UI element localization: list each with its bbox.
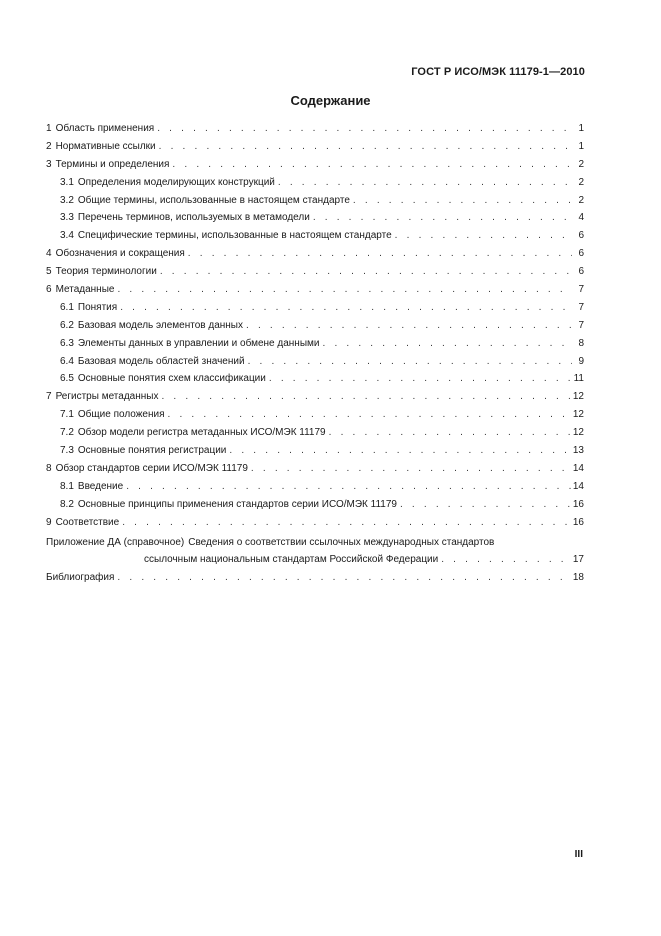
toc-entry-number: 3.1 [60, 176, 74, 188]
toc-bibliography-page: 18 [572, 572, 584, 584]
toc-appendix-entry[interactable] [46, 534, 584, 553]
toc-entry-page: 11 [573, 373, 584, 385]
toc-entry-page: 2 [578, 158, 584, 170]
toc-entry-number: 6.3 [60, 337, 74, 349]
toc-entry-page: 6 [578, 230, 584, 242]
toc-entry-page: 7 [578, 319, 584, 331]
toc-appendix-continuation[interactable] [46, 553, 584, 571]
toc-entry[interactable] [46, 372, 584, 390]
toc-entry[interactable] [46, 319, 584, 337]
toc-entry[interactable] [46, 462, 584, 480]
toc-entry-label: Регистры метаданных [55, 391, 159, 403]
toc-entry[interactable] [46, 337, 584, 355]
leader-dots [160, 265, 572, 279]
toc-entry-page: 6 [578, 248, 584, 260]
leader-dots [278, 176, 572, 190]
toc-entry-number: 6.2 [60, 319, 74, 331]
toc-entry-label: Базовая модель элементов данных [77, 319, 243, 331]
toc-appendix-line2: ссылочным национальным стандартам Российской Федерации [144, 554, 439, 566]
toc-entry-label: Элементы данных в управлении и обмене данными [77, 337, 320, 349]
toc-entry-label: Определения моделирующих конструкций [77, 176, 275, 188]
toc-entry-number: 3 [46, 158, 52, 170]
page-number: III [574, 849, 583, 860]
toc-entry[interactable] [46, 140, 584, 158]
toc-entry-page: 16 [572, 516, 584, 528]
leader-dots [126, 480, 571, 494]
toc-entry[interactable] [46, 498, 584, 516]
toc-entry-number: 4 [46, 248, 52, 260]
toc-entry-page: 7 [578, 284, 584, 296]
leader-dots [251, 462, 571, 476]
toc-appendix-page: 17 [572, 554, 584, 566]
leader-dots [441, 553, 571, 567]
toc-title: Содержание [290, 93, 371, 108]
toc-entry-label: Основные понятия схем классификации [77, 373, 266, 385]
toc-entry-number: 3.3 [60, 212, 74, 224]
toc-entry-number: 3.2 [60, 194, 74, 206]
toc-entry[interactable] [46, 390, 584, 408]
toc-entry[interactable] [46, 283, 584, 301]
toc-entry-number: 7 [46, 391, 52, 403]
toc-appendix-head: Приложение ДА (справочное) [46, 537, 185, 549]
toc-entry-number: 8 [46, 462, 52, 474]
toc-entry-number: 9 [46, 516, 52, 528]
leader-dots [248, 355, 572, 369]
toc-entry-label: Введение [77, 480, 124, 492]
toc-entry-number: 8.2 [60, 498, 74, 510]
toc-entry-page: 14 [572, 462, 584, 474]
toc-entry[interactable] [46, 444, 584, 462]
toc-entry[interactable] [46, 408, 584, 426]
toc-entry[interactable] [46, 176, 584, 194]
toc-entry-page: 12 [572, 409, 584, 421]
toc-entry[interactable] [46, 426, 584, 444]
toc-entry-number: 5 [46, 266, 52, 278]
leader-dots [322, 337, 572, 351]
leader-dots [172, 158, 572, 172]
toc-entry[interactable] [46, 211, 584, 229]
toc-entry[interactable] [46, 247, 584, 265]
leader-dots [159, 140, 572, 154]
leader-dots [353, 194, 572, 208]
toc-entry-number: 6.1 [60, 301, 74, 313]
toc-entry-label: Специфические термины, использованные в настоящем стандарте [77, 230, 392, 242]
toc-entry-page: 16 [572, 498, 584, 510]
leader-dots [329, 426, 571, 440]
toc-entry-page: 1 [578, 123, 584, 134]
toc-entry-number: 7.2 [60, 427, 74, 439]
toc-entry-number: 6.4 [60, 355, 74, 367]
toc-entry-page: 13 [572, 445, 584, 457]
toc-entry-label: Термины и определения [55, 158, 170, 170]
toc-entry-label: Обзор стандартов серии ИСО/МЭК 11179 [55, 462, 248, 474]
toc-entry-number: 7.3 [60, 445, 74, 457]
toc-bibliography-label: Библиография [46, 572, 115, 584]
toc-entry-number: 2 [46, 140, 52, 152]
leader-dots [117, 571, 570, 585]
leader-dots [188, 247, 572, 261]
toc-entry[interactable] [46, 301, 584, 319]
leader-dots [229, 444, 571, 458]
toc-entry-page: 14 [572, 480, 584, 492]
toc-entry-page: 1 [578, 140, 584, 152]
toc-entry-number: 6.5 [60, 373, 74, 385]
leader-dots [117, 283, 572, 297]
toc-entry-number: 7.1 [60, 409, 74, 421]
toc-entry-label: Общие термины, использованные в настоящем стандарте [77, 194, 350, 206]
table-of-contents [46, 122, 584, 589]
toc-entry-number: 8.1 [60, 480, 74, 492]
toc-entry-number: 3.4 [60, 230, 74, 242]
toc-entries [46, 122, 584, 533]
toc-entry[interactable] [46, 516, 584, 534]
leader-dots [157, 122, 572, 136]
leader-dots [313, 211, 572, 225]
toc-entry[interactable] [46, 194, 584, 212]
toc-entry-label: Соответствие [55, 516, 120, 528]
document-code: ГОСТ Р ИСО/МЭК 11179-1—2010 [411, 66, 585, 78]
toc-entry-label: Перечень терминов, используемых в метамодели [77, 212, 310, 224]
toc-entry-label: Основные принципы применения стандартов серии ИСО/МЭК 11179 [77, 498, 397, 510]
toc-entry-number: 6 [46, 284, 52, 296]
toc-entry-label: Основные понятия регистрации [77, 445, 227, 457]
toc-entry-label: Область применения [55, 123, 155, 134]
toc-entry-label: Обзор модели регистра метаданных ИСО/МЭК 11179 [77, 427, 326, 439]
leader-dots [122, 516, 571, 530]
leader-dots [168, 408, 571, 422]
toc-entry[interactable] [46, 355, 584, 373]
toc-entry-page: 9 [578, 355, 584, 367]
leader-dots [161, 390, 570, 404]
toc-entry-number: 1 [46, 123, 52, 134]
toc-entry-label: Общие положения [77, 409, 165, 421]
leader-dots [120, 301, 572, 315]
toc-entry-page: 2 [578, 194, 584, 206]
toc-entry-page: 6 [578, 266, 584, 278]
leader-dots [400, 498, 571, 512]
toc-entry-page: 12 [572, 427, 584, 439]
toc-appendix-body [188, 536, 584, 553]
toc-entry[interactable] [46, 480, 584, 498]
toc-entry-label: Обозначения и сокращения [55, 248, 185, 260]
toc-bibliography-entry[interactable] [46, 571, 584, 589]
toc-entry-label: Понятия [77, 301, 118, 313]
leader-dots [269, 372, 572, 386]
toc-entry[interactable] [46, 122, 584, 140]
toc-appendix-line1: Сведения о соответствии ссылочных международных стандартов [188, 537, 495, 549]
toc-entry-page: 8 [578, 337, 584, 349]
toc-entry-label: Нормативные ссылки [55, 140, 156, 152]
toc-entry-page: 4 [578, 212, 584, 224]
toc-entry[interactable] [46, 229, 584, 247]
toc-entry-label: Метаданные [55, 284, 115, 296]
leader-dots [246, 319, 572, 333]
toc-entry[interactable] [46, 158, 584, 176]
toc-entry-label: Теория терминологии [55, 266, 157, 278]
toc-entry-page: 2 [578, 176, 584, 188]
toc-entry-page: 7 [578, 301, 584, 313]
toc-entry-page: 12 [572, 391, 584, 403]
leader-dots [395, 229, 572, 243]
toc-entry-label: Базовая модель областей значений [77, 355, 245, 367]
toc-entry[interactable] [46, 265, 584, 283]
